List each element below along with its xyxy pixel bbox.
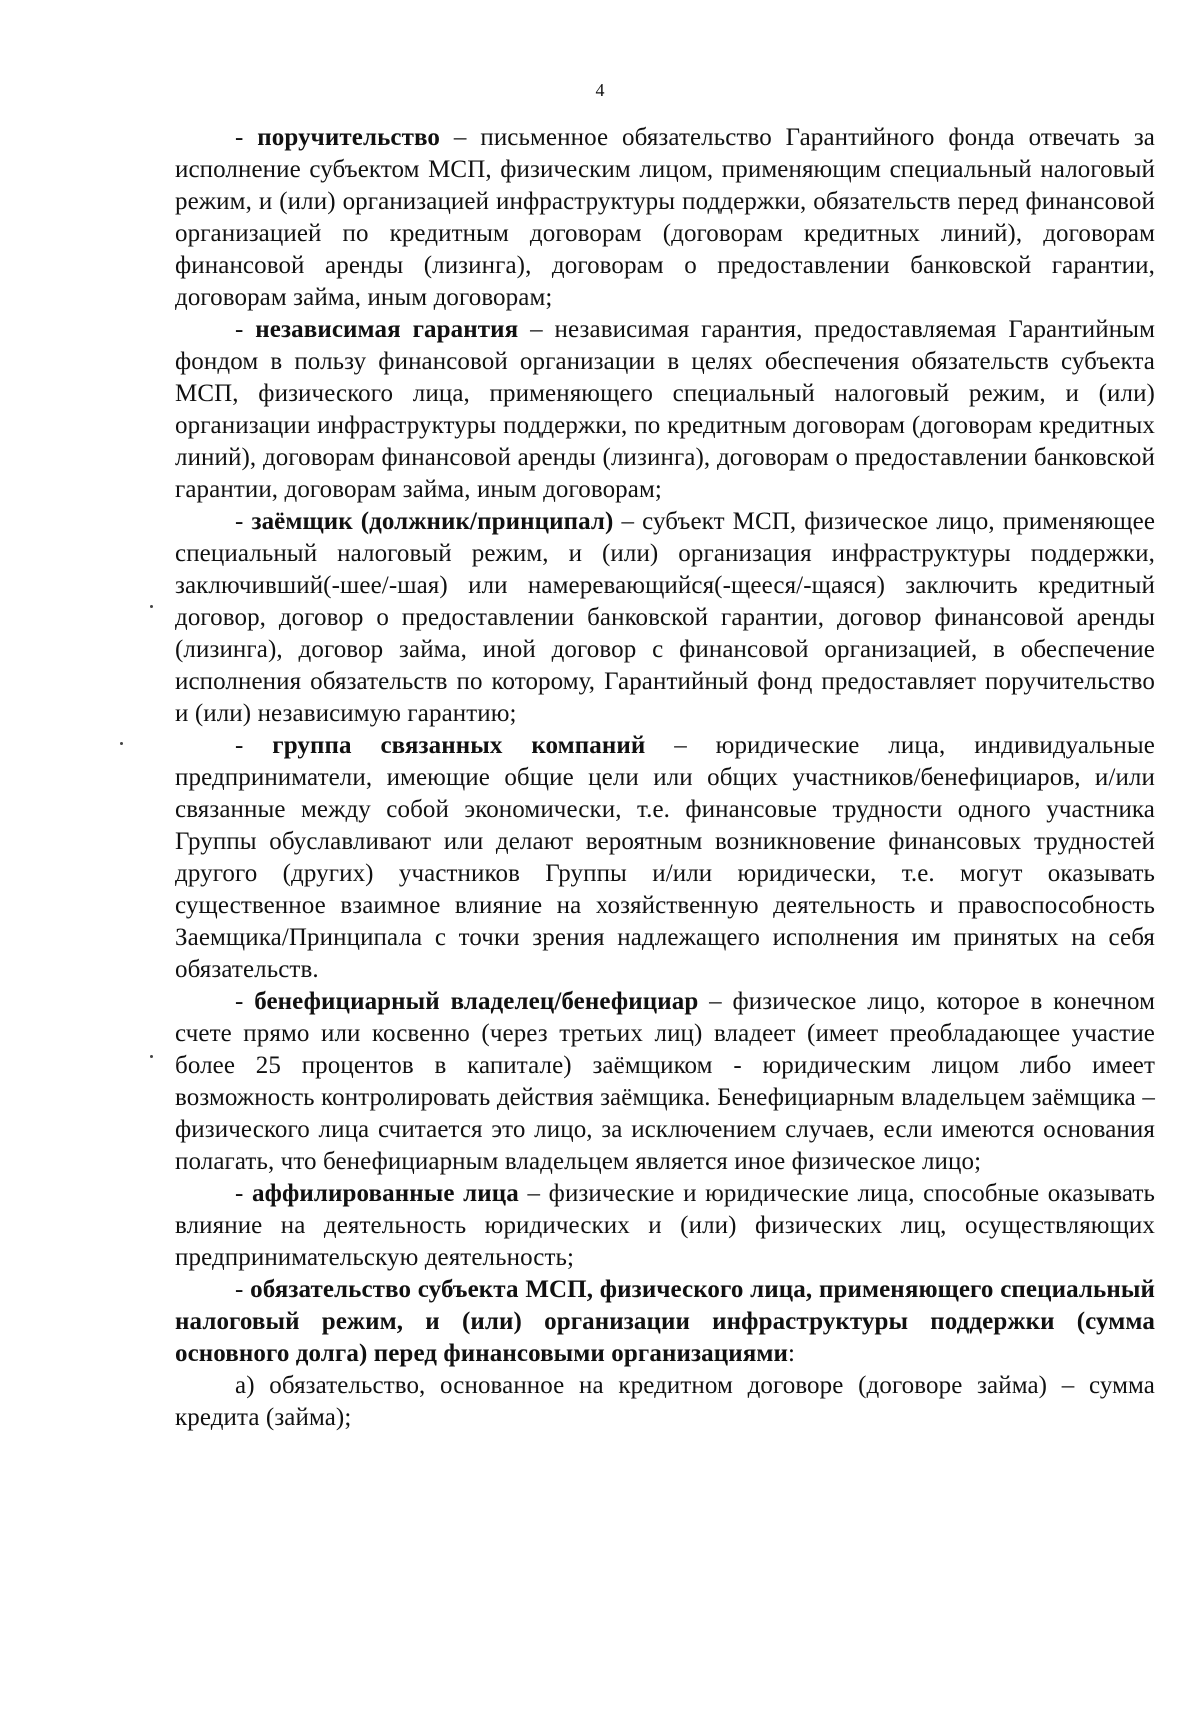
- scan-speck: [150, 605, 153, 608]
- definition-term: независимая гарантия: [255, 316, 519, 343]
- definition-term: обязательство субъекта МСП, физического лица, применяющего специальный налоговый режим, и (или) организации инфраструктуры поддержки (сумма основного долга) перед финансовыми организациями: [175, 1276, 1155, 1367]
- definition-text: – субъект МСП, физическое лицо, применяющее специальный налоговый режим, и (или) организация инфраструктуры поддержки, заключивший(-шее/-шая) или намеревающийся(-щееся/-щаяся) заключить кредитный договор, договор о предоставлении банковской гарантии, договор финансовой аренды (лизинга), договор займа, иной договор с финансовой организацией, в обеспечение исполнения обязательств по которому, Гарантийный фонд предоставляет поручительство и (или) независимую гарантию;: [175, 508, 1156, 727]
- definition-text: – письменное обязательство Гарантийного фонда отвечать за исполнение субъектом МСП, физическим лицом, применяющим специальный налоговый режим, и (или) организацией инфраструктуры поддержки, обязательств перед финансовой организацией по кредитным договорам (договорам кредитных линий), договорам финансовой аренды (лизинга), договорам о предоставлении банковской гарантии, договорам займа, иным договорам;: [175, 124, 1155, 311]
- definition-nezavisimaya-garantiya: - независимая гарантия – независимая гарантия, предоставляемая Гарантийным фондом в пользу финансовой организации в целях обеспечения обязательств субъекта МСП, физического лица, применяющего специальный налоговый режим, и (или) организации инфраструктуры поддержки, по кредитным договорам (договорам кредитных линий), договорам финансовой аренды (лизинга), договорам о предоставлении банковской гарантии, договорам займа, иным договорам;: [175, 316, 1156, 503]
- definition-term: поручительство: [257, 124, 441, 151]
- document-body: [175, 122, 1155, 1434]
- page-number: 4: [595, 80, 605, 100]
- definition-zaemshchik: - заёмщик (должник/принципал) – субъект МСП, физическое лицо, применяющее специальный налоговый режим, и (или) организация инфраструктуры поддержки, заключивший(-шее/-шая) или намеревающийся(-щееся/-щаяся) заключить кредитный договор, договор о предоставлении банковской гарантии, договор финансовой аренды (лизинга), договор займа, иной договор с финансовой организацией, в обеспечение исполнения обязательств по которому, Гарантийный фонд предоставляет поручительство и (или) независимую гарантию;: [175, 508, 1156, 727]
- definition-text: – физическое лицо, которое в конечном счете прямо или косвенно (через третьих лиц) владеет (имеет преобладающее участие более 25 процентов в капитале) заёмщиком - юридическим лицом либо имеет возможность контролировать действия заёмщика. Бенефициарным владельцем заёмщика – физического лица считается это лицо, за исключением случаев, если имеются основания полагать, что бенефициарным владельцем является иное физическое лицо;: [175, 988, 1156, 1175]
- scan-speck: [120, 742, 123, 745]
- definition-obyazatelstvo: - обязательство субъекта МСП, физического лица, применяющего специальный налоговый режим, и (или) организации инфраструктуры поддержки (сумма основного долга) перед финансовыми организациями:: [175, 1276, 1155, 1367]
- definition-term: группа связанных компаний: [272, 732, 646, 759]
- subitem-a: а) обязательство, основанное на кредитном договоре (договоре займа) – сумма кредита (займа);: [175, 1372, 1155, 1431]
- definition-term: бенефициарный владелец/бенефициар: [254, 988, 699, 1015]
- definition-affilirovannye-litsa: - аффилированные лица – физические и юридические лица, способные оказывать влияние на деятельность юридических и (или) физических лиц, осуществляющих предпринимательскую деятельность;: [175, 1180, 1155, 1271]
- definition-term: заёмщик (должник/принципал): [251, 508, 614, 535]
- definition-beneficiar: - бенефициарный владелец/бенефициар – физическое лицо, которое в конечном счете прямо или косвенно (через третьих лиц) владеет (имеет преобладающее участие более 25 процентов в капитале) заёмщиком - юридическим лицом либо имеет возможность контролировать действия заёмщика. Бенефициарным владельцем заёмщика – физического лица считается это лицо, за исключением случаев, если имеются основания полагать, что бенефициарным владельцем является иное физическое лицо;: [175, 988, 1156, 1175]
- definition-term: аффилированные лица: [252, 1180, 519, 1207]
- definition-poruchitelstvo: - поручительство – письменное обязательство Гарантийного фонда отвечать за исполнение субъектом МСП, физическим лицом, применяющим специальный налоговый режим, и (или) организацией инфраструктуры поддержки, обязательств перед финансовой организацией по кредитным договорам (договорам кредитных линий), договорам финансовой аренды (лизинга), договорам о предоставлении банковской гарантии, договорам займа, иным договорам;: [175, 124, 1155, 311]
- definition-text: – юридические лица, индивидуальные предприниматели, имеющие общие цели или общих участников/бенефициаров, и/или связанные между собой экономически, т.е. финансовые трудности одного участника Группы обуславливают или делают вероятным возникновение финансовых трудностей другого (других) участников Группы и/или юридически, т.е. могут оказывать существенное взаимное влияние на хозяйственную деятельность и правоспособность Заемщика/Принципала с точки зрения надлежащего исполнения им принятых на себя обязательств.: [175, 732, 1155, 983]
- definition-text: :: [787, 1340, 796, 1367]
- scan-speck: [150, 1055, 153, 1058]
- definition-text: – независимая гарантия, предоставляемая Гарантийным фондом в пользу финансовой организации в целях обеспечения обязательств субъекта МСП, физического лица, применяющего специальный налоговый режим, и (или) организации инфраструктуры поддержки, по кредитным договорам (договорам кредитных линий), договорам финансовой аренды (лизинга), договорам о предоставлении банковской гарантии, договорам займа, иным договорам;: [175, 316, 1156, 503]
- definition-gruppa-svyazannykh-kompaniy: - группа связанных компаний – юридические лица, индивидуальные предприниматели, имеющие общие цели или общих участников/бенефициаров, и/или связанные между собой экономически, т.е. финансовые трудности одного участника Группы обуславливают или делают вероятным возникновение финансовых трудностей другого (других) участников Группы и/или юридически, т.е. могут оказывать существенное взаимное влияние на хозяйственную деятельность и правоспособность Заемщика/Принципала с точки зрения надлежащего исполнения им принятых на себя обязательств.: [175, 732, 1155, 983]
- definition-text: – физические и юридические лица, способные оказывать влияние на деятельность юридических и (или) физических лиц, осуществляющих предпринимательскую деятельность;: [175, 1180, 1155, 1271]
